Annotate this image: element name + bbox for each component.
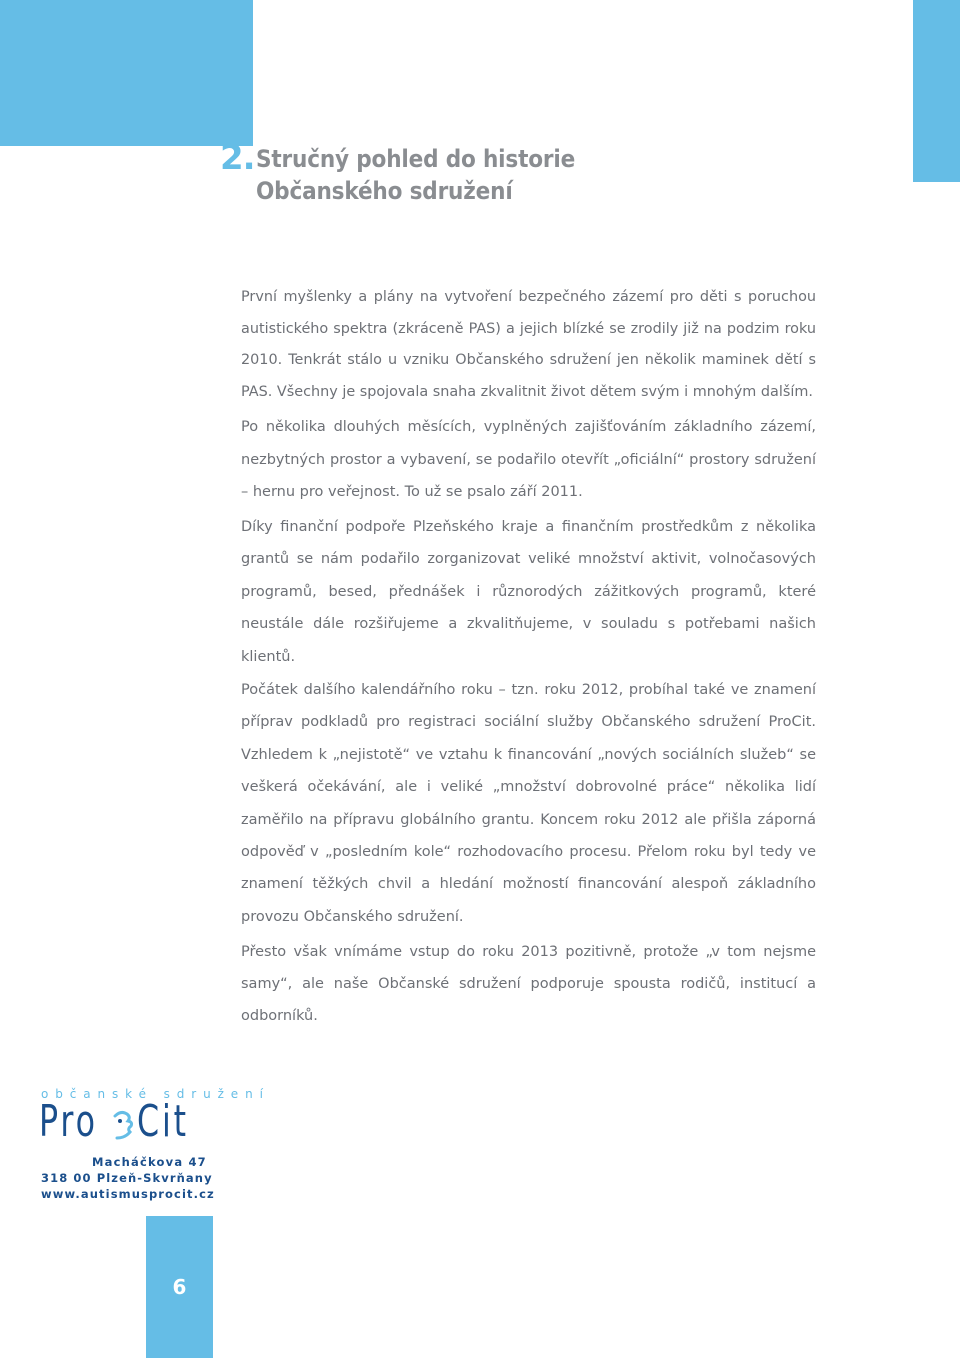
- page-title-line-1: Stručný pohled do historie: [256, 145, 576, 173]
- page-title-line-2: Občanského sdružení: [256, 177, 513, 205]
- paragraph-1: První myšlenky a plány na vytvoření bezpečného zázemí pro děti s poruchou autistického spektra (zkráceně PAS) a jejich blízké se zrodily již na podzim roku 2010. Tenkrát stálo u vzniku Občanského sdružení jen několik maminek dětí s PAS. Všechny je spojovala snaha zkvalitnit život dětem svým i mnohým dalším.: [241, 289, 816, 400]
- website-link[interactable]: www.autismusprocit.cz: [41, 1187, 215, 1201]
- paragraph-5: Přesto však vnímáme vstup do roku 2013 pozitivně, protože „v tom nejsme samy“, ale naše Občanské sdružení podporuje spousta rodičů, institucí a odborníků.: [241, 944, 816, 1025]
- page-title: [256, 143, 575, 207]
- top-right-color-band: [913, 0, 960, 182]
- paragraph-4: Počátek dalšího kalendářního roku – tzn. roku 2012, probíhal také ve znamení příprav podkladů pro registraci sociální služby Občanského sdružení ProCit. Vzhledem k „nejistotě“ ve vztahu k financování „nových sociálních služeb“ se veškerá očekávání, ale i veliké „množství dobrovolné práce“ několika lidí zaměřilo na přípravu globálního grantu. Koncem roku 2012 ale přišla záporná odpověď v „posledním kole“ rozhodovacího procesu. Přelom roku byl tedy ve znamení těžkých chvil a hledání možností financování alespoň základního provozu Občanského sdružení.: [241, 682, 816, 925]
- page-number: 6: [172, 1275, 187, 1299]
- logo-name-right: Cit: [137, 1096, 189, 1147]
- contact-address: [41, 1154, 215, 1202]
- address-street: Macháčkova 47: [92, 1155, 207, 1169]
- page-number-band: [146, 1216, 213, 1358]
- paragraph-2: Po několika dlouhých měsících, vyplněných zajišťováním základního zázemí, nezbytných prostor a vybavení, se podařilo otevřít „oficiální“ prostory sdružení – hernu pro veřejnost. To už se psalo září 2011.: [241, 419, 816, 500]
- section-number: 2.: [220, 138, 255, 178]
- top-left-color-band: [0, 0, 253, 146]
- address-city: 318 00 Plzeň-Skvrňany: [41, 1171, 213, 1185]
- procit-logo: [39, 1098, 189, 1146]
- logo-name-left: Pro: [39, 1096, 98, 1147]
- logo-tagline: občanské sdružení: [41, 1087, 270, 1101]
- paragraph-3: Díky finanční podpoře Plzeňského kraje a finančním prostředkům z několika grantů se nám podařilo zorganizovat veliké množství aktivit, volnočasových programů, besed, přednášek i různorodých zážitkových programů, které neustále dále rozšiřujeme a zkvalitňujeme, v souladu s potřebami našich klientů.: [241, 518, 816, 665]
- article-body: [241, 282, 816, 1032]
